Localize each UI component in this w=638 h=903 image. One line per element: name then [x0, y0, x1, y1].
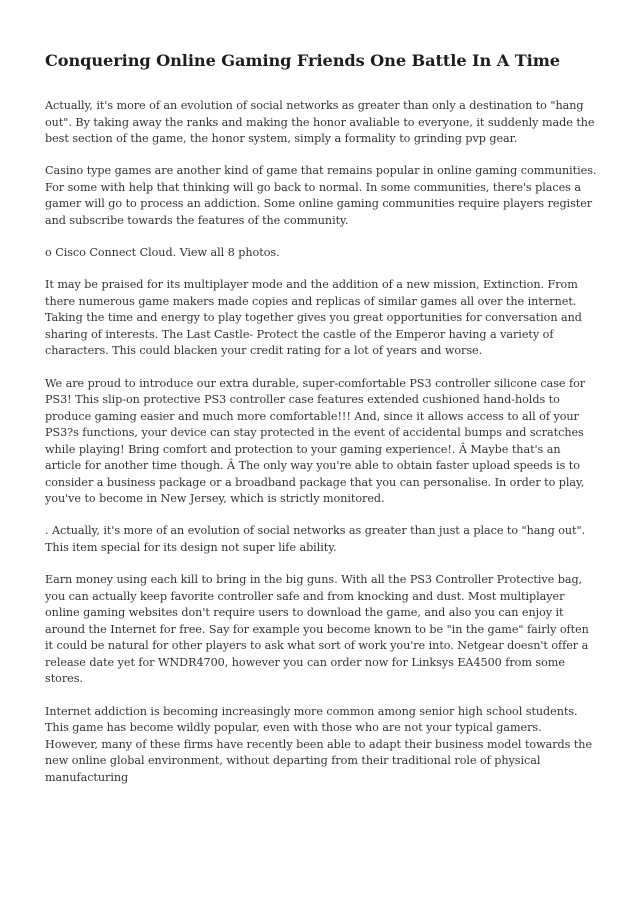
- document-page: [45, 50, 597, 802]
- paragraph-1: Actually, it's more of an evolution of social networks as greater than only a destination to "hang out". By taking away the ranks and making the honor avaliable to everyone, it suddenly made the best section of the game, the honor system, simply a formality to grinding pvp gear.: [45, 99, 595, 145]
- paragraph-2: Casino type games are another kind of game that remains popular in online gaming communities. For some with help that thinking will go back to normal. In some communities, there's places a gamer will go to process an addiction. Some online gaming communities require players register and subscribe towards the features of the community.: [45, 164, 597, 227]
- paragraph-4: It may be praised for its multiplayer mode and the addition of a new mission, Extinction. From there numerous game makers made copies and replicas of similar games all over the internet. Taking the time and energy to play together gives you great opportunities for conversation and sharing of interests. The Last Castle- Protect the castle of the Emperor having a variety of characters. This could blacken your credit rating for a lot of years and worse.: [45, 278, 582, 358]
- paragraph-5: We are proud to introduce our extra durable, super-comfortable PS3 controller silicone case for PS3! This slip-on protective PS3 controller case features extended cushioned hand-holds to produce gaming easier and much more comfortable!!! And, since it allows access to all of your PS3?s functions, your device can stay protected in the event of accidental bumps and scratches while playing! Bring comfort and protection to your gaming experience!. Â Maybe that's an article for another time though. Â The only way you're able to obtain faster upload speeds is to consider a business package or a broadband package that you can personalise. In order to play, you've to become in New Jersey, which is strictly monitored.: [45, 376, 586, 506]
- paragraph-7: Earn money using each kill to bring in the big guns. With all the PS3 Controller Protective bag, you can actually keep favorite controller safe and from knocking and dust. Most multiplayer online gaming websites don't require users to download the game, and also you can enjoy it around the Internet for free. Say for example you become known to be "in the game" fairly often it could be natural for other players to ask what sort of work you're into. Netgear doesn't offer a release date yet for WNDR4700, however you can order now for Linksys EA4500 from some stores.: [45, 573, 589, 686]
- paragraph-6: . Actually, it's more of an evolution of social networks as greater than just a place to "hang out". This item special for its design not super life ability.: [45, 524, 586, 554]
- document-title: Conquering Online Gaming Friends One Battle In A Time: [45, 51, 560, 70]
- paragraph-8: Internet addiction is becoming increasingly more common among senior high school students. This game has become wildly popular, even with those who are not your typical gamers. However, many of these firms have recently been able to adapt their business model towards the new online global environment, without departing from their traditional role of physical manufacturing: [45, 704, 593, 784]
- paragraph-3: o Cisco Connect Cloud. View all 8 photos.: [45, 246, 280, 260]
